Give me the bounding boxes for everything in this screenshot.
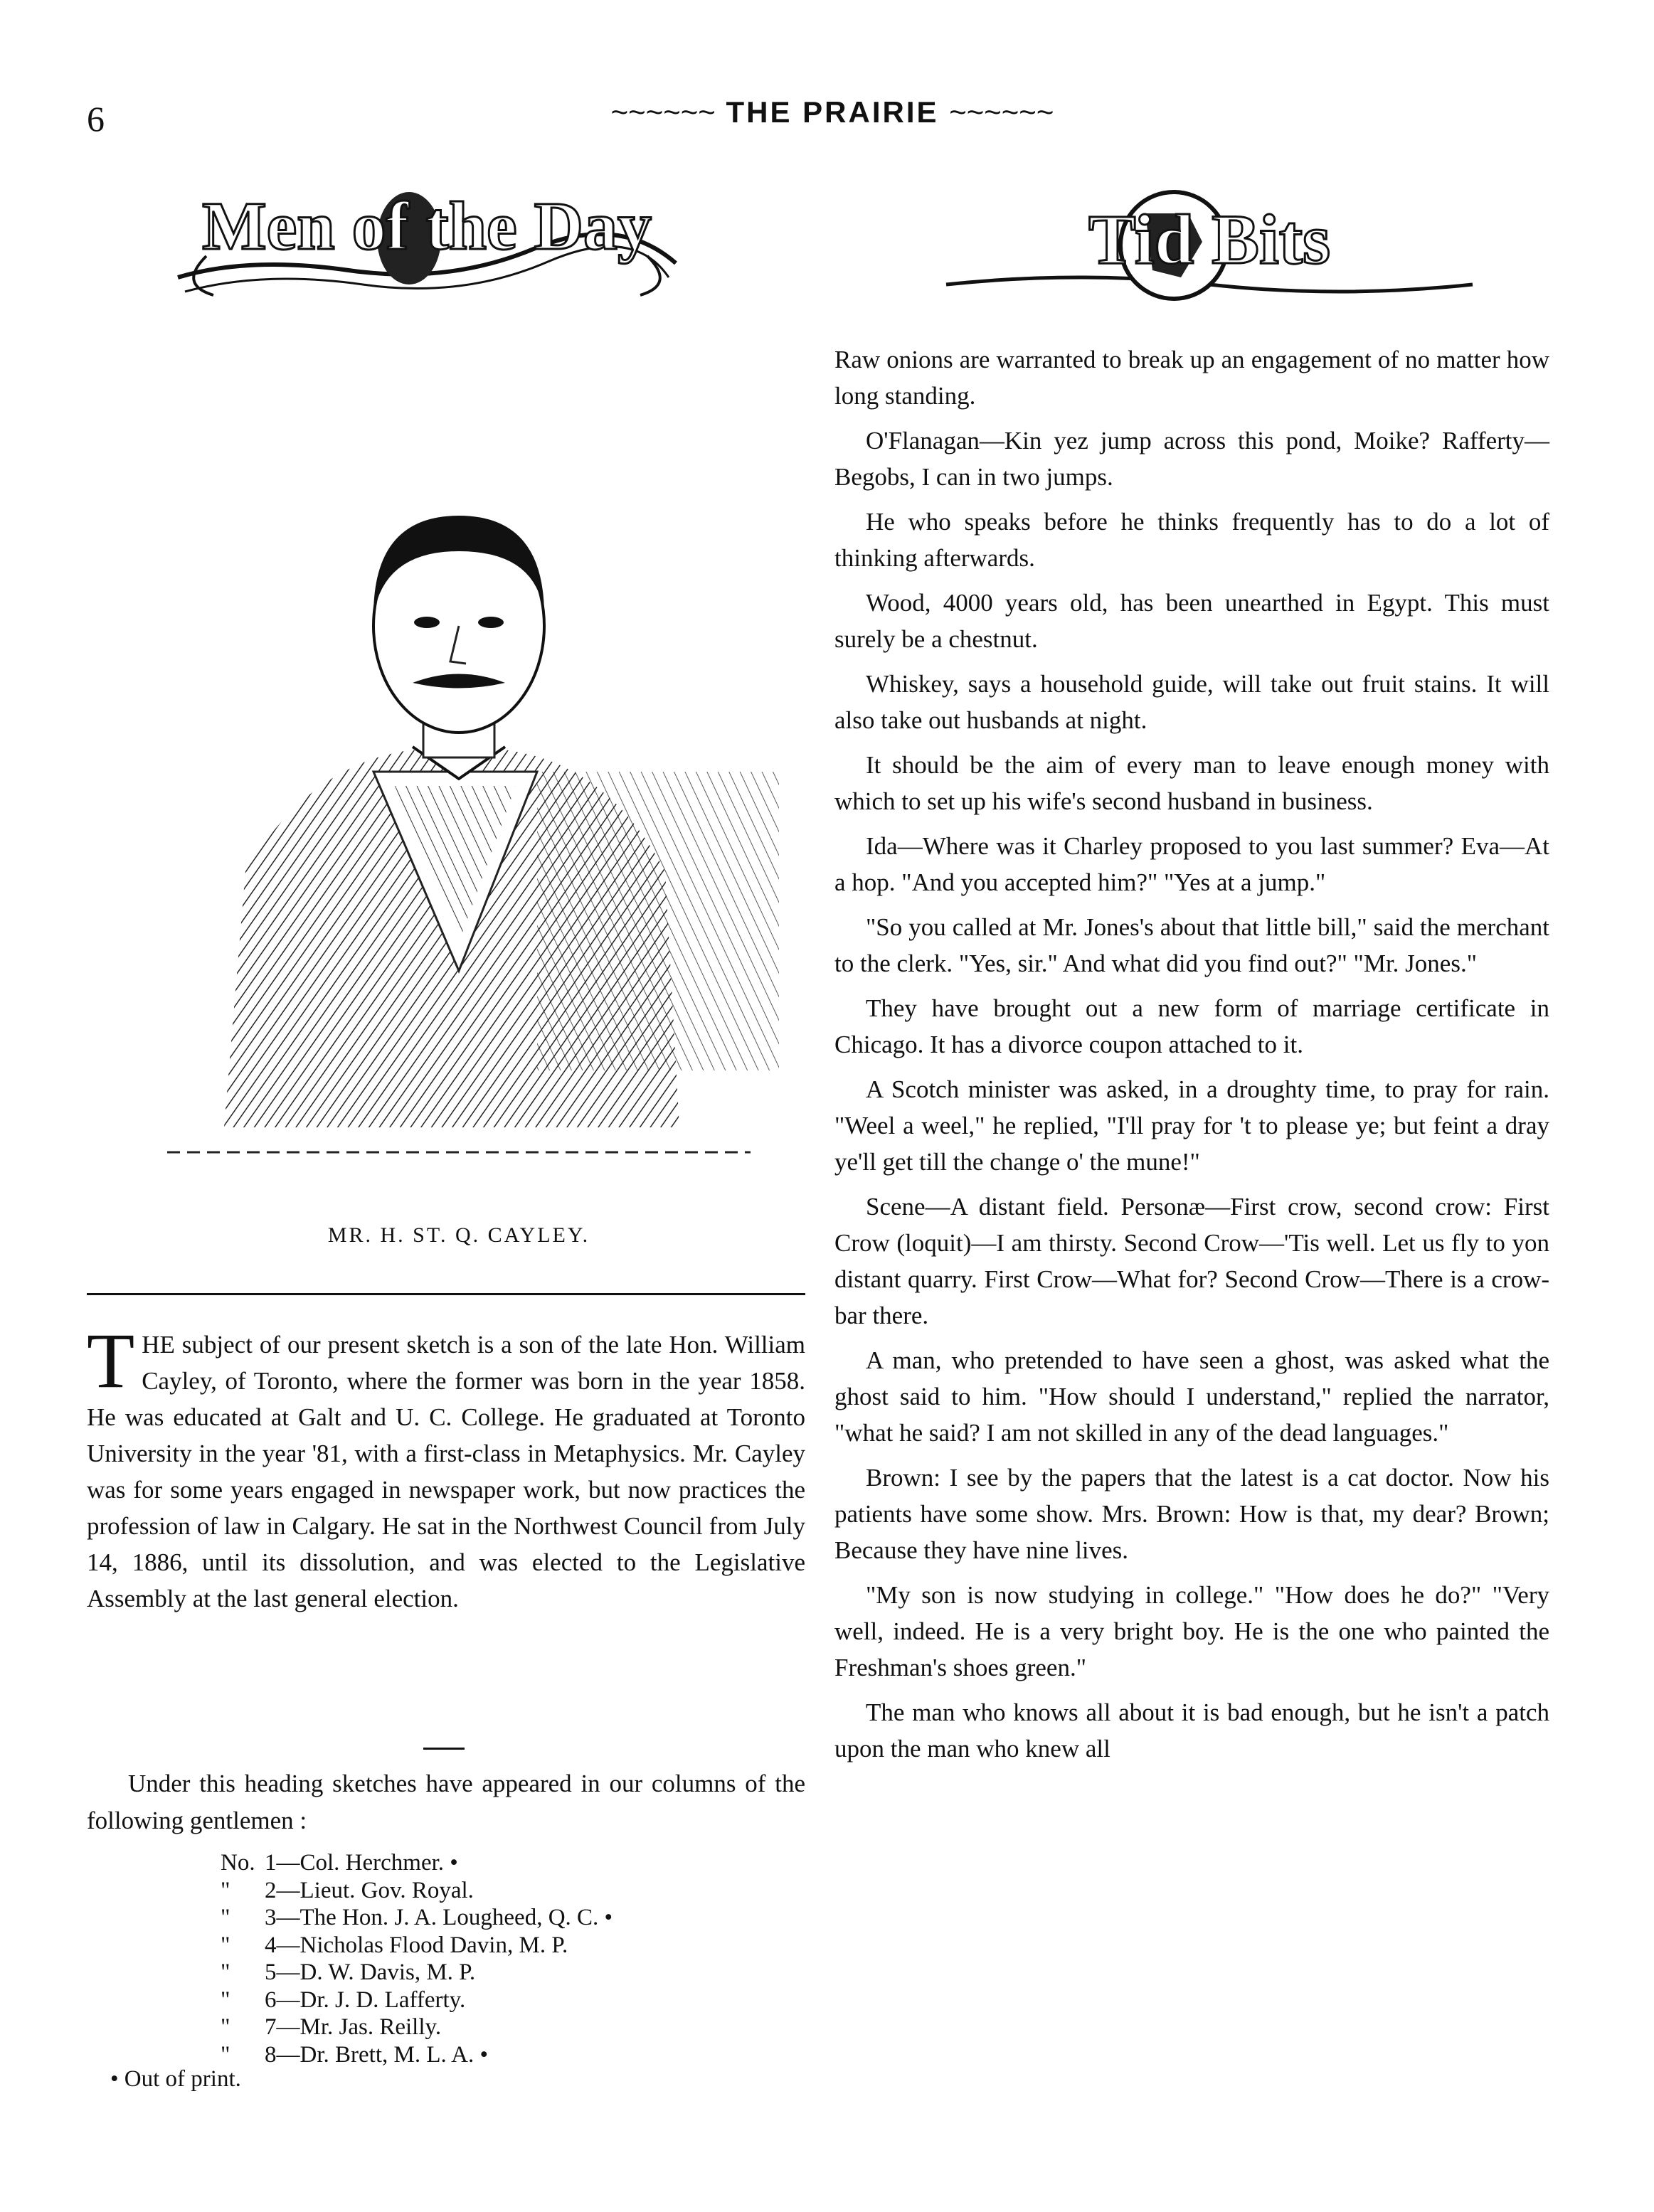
tidbit-paragraph: Scene—A distant field. Personæ—First crow, second crow: First Crow (loquit)—I am thirsty. Second Crow—'Tis well. Let us fly to yon distant quarry. First Crow—What for? Second Crow—There is a crow-bar there. <box>834 1193 1549 1329</box>
tidbit-paragraph: O'Flanagan—Kin yez jump across this pond, Moike? Rafferty—Begobs, I can in two jumps. <box>834 427 1549 491</box>
series-intro: Under this heading sketches have appeared in our columns of the following gentlemen : <box>87 1770 805 1834</box>
footnote: • Out of print. <box>110 2066 241 2092</box>
portrait-caption: MR. H. ST. Q. CAYLEY. <box>327 1223 590 1247</box>
portrait-engraving <box>139 473 779 1184</box>
tidbit-paragraph: He who speaks before he thinks frequently has to do a lot of thinking afterwards. <box>834 508 1549 572</box>
list-item: " 7—Mr. Jas. Reilly. <box>221 2014 442 2040</box>
tidbits-column <box>834 341 1549 1775</box>
biography-article <box>87 1317 805 1617</box>
tidbit-paragraph: Whiskey, says a household guide, will take out fruit stains. It will also take out husbands at night. <box>834 670 1549 734</box>
list-item: " 2—Lieut. Gov. Royal. <box>221 1877 474 1903</box>
list-item: " 4—Nicholas Flood Davin, M. P. <box>221 1932 568 1958</box>
list-item: " 6—Dr. J. D. Lafferty. <box>221 1987 466 2013</box>
tid-bits-heading <box>939 178 1480 320</box>
masthead-ornament-left: ~~~~~~ <box>610 95 716 129</box>
tidbit-paragraph: "So you called at Mr. Jones's about that little bill," said the merchant to the clerk. "Yes, sir." And what did you find out?" "Mr. Jones." <box>834 913 1549 977</box>
masthead <box>512 95 1152 129</box>
tidbit-paragraph: Ida—Where was it Charley proposed to you last summer? Eva—At a hop. "And you accepted him?" "Yes at a jump." <box>834 832 1549 896</box>
men-of-the-day-text: Men of the Day <box>202 188 652 264</box>
tidbit-paragraph: It should be the aim of every man to leave enough money with which to set up his wife's second husband in business. <box>834 751 1549 815</box>
tidbit-paragraph: Brown: I see by the papers that the latest is a cat doctor. Now his patients have some show. Mrs. Brown: How is that, my dear? Brown; Because they have nine lives. <box>834 1464 1549 1564</box>
list-item: " 5—D. W. Davis, M. P. <box>221 1960 476 1985</box>
caption-divider <box>87 1293 805 1295</box>
page-number: 6 <box>87 99 105 139</box>
tid-bits-text: Tid Bits <box>1088 200 1330 279</box>
tidbit-paragraph: A Scotch minister was asked, in a droughty time, to pray for rain. "Weel a weel," he replied, "I'll pray for 't to please ye; but feint a dray ye'll get till the change o' the mune!" <box>834 1075 1549 1176</box>
tidbit-paragraph: The man who knows all about it is bad enough, but he isn't a patch upon the man who knew all <box>834 1698 1549 1762</box>
biography-text: HE subject of our present sketch is a son of the late Hon. William Cayley, of Toronto, where the former was born in the year 1858. He was educated at Galt and U. C. College. He graduated at Toronto University in the year '81, with a first-class in Metaphysics. Mr. Cayley was for some years engaged in newspaper work, but now practices the profession of law in Calgary. He sat in the Northwest Council from July 14, 1886, until its dissolution, and was elected to the Legislative Assembly at the last general election. <box>87 1331 805 1612</box>
list-item: " 8—Dr. Brett, M. L. A. • <box>221 2041 489 2068</box>
tidbit-paragraph: Raw onions are warranted to break up an engagement of no matter how long standing. <box>834 346 1549 410</box>
tidbit-paragraph: They have brought out a new form of marriage certificate in Chicago. It has a divorce coupon attached to it. <box>834 994 1549 1058</box>
short-divider <box>423 1748 465 1750</box>
men-of-the-day-heading <box>164 171 690 306</box>
list-item: No. 1—Col. Herchmer. • <box>221 1850 458 1876</box>
list-item: " 3—The Hon. J. A. Lougheed, Q. C. • <box>221 1905 613 1930</box>
tidbit-paragraph: "My son is now studying in college." "How does he do?" "Very well, indeed. He is a very bright boy. He is the one who painted the Freshman's shoes green." <box>834 1581 1549 1681</box>
drop-cap: T <box>87 1317 135 1404</box>
masthead-ornament-right: ~~~~~~ <box>949 95 1054 129</box>
gentlemen-list <box>221 1849 790 2068</box>
masthead-title: THE PRAIRIE <box>726 95 939 129</box>
tidbit-paragraph: A man, who pretended to have seen a ghost, was asked what the ghost said to him. "How should I understand," replied the narrator, "what he said? I am not skilled in any of the dead languages." <box>834 1346 1549 1447</box>
tidbit-paragraph: Wood, 4000 years old, has been unearthed in Egypt. This must surely be a chestnut. <box>834 589 1549 653</box>
